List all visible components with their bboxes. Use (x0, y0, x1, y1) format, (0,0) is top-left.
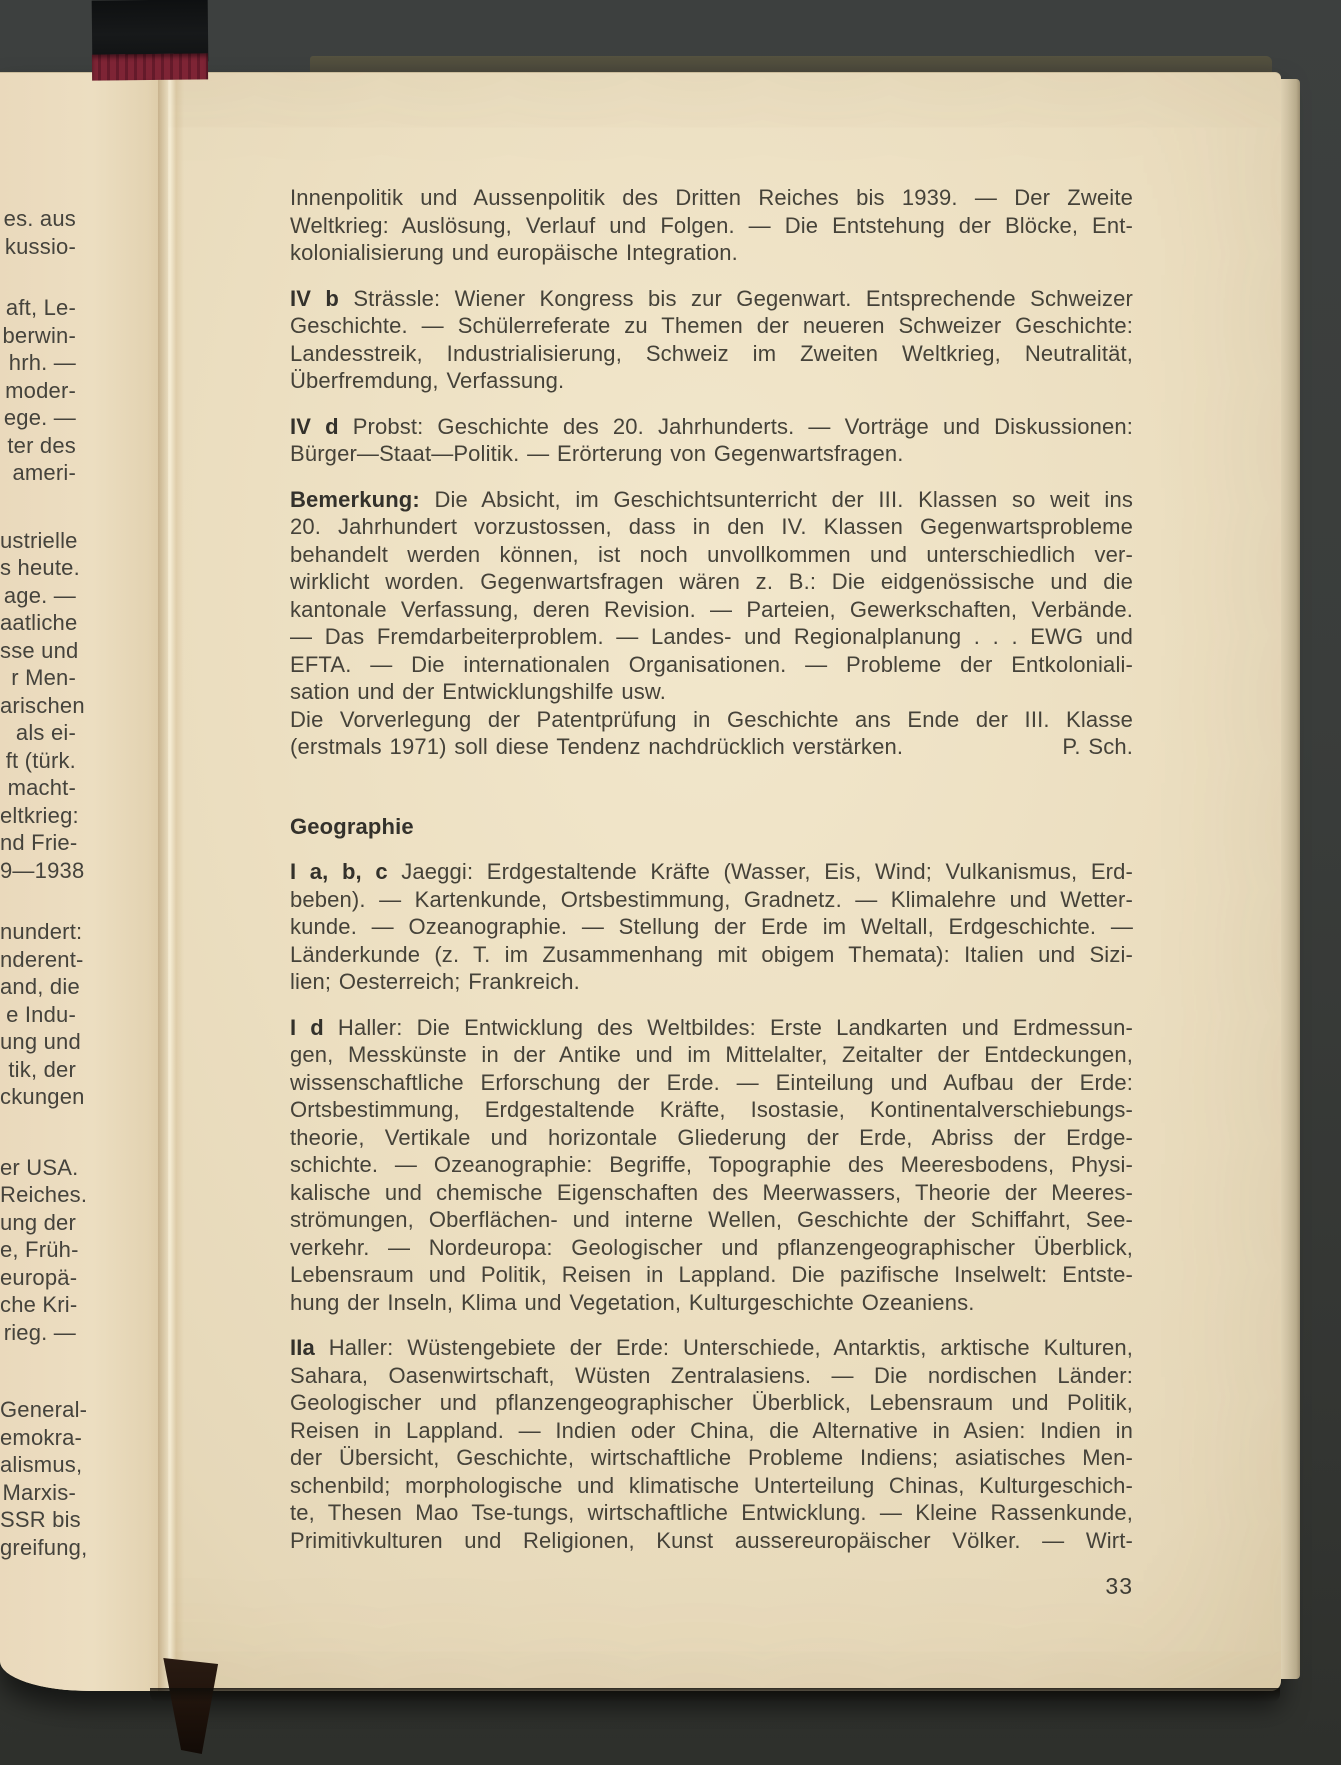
left-page-text-line: ter des (7, 432, 76, 458)
left-page-text-line: berwin- (2, 322, 76, 348)
text-line: Bürger—Staat—Politik. — Erörterung von Gegenwartsfragen. (290, 441, 904, 466)
left-page-paragraph (0, 294, 76, 487)
left-page-text-line: Marxis- (2, 1479, 76, 1505)
text-line: 20. Jahrhundert vorzustossen, dass in den IV. Klassen Gegenwartsprobleme (290, 514, 1133, 539)
text-line: I d Haller: Die Entwicklung des Weltbildes: Erste Landkarten und Erdmessun- (290, 1014, 1133, 1040)
left-page-text-line: emokra- (0, 1424, 83, 1450)
text-line: schenbild; morphologische und klimatische Unterteilung Chinas, Kulturgeschich- (290, 1472, 1133, 1498)
left-page-text-line: als ei- (15, 720, 76, 745)
paragraph-i-d (290, 1014, 1133, 1317)
left-page-text-line: ege. — (3, 405, 76, 430)
text-line (290, 733, 1133, 761)
text-line: Reisen in Lappland. — Indien oder China, die Alternative in Asien: Indien in (290, 1417, 1133, 1443)
paragraph-iv-d (290, 413, 1133, 468)
text-line: Länderkunde (z. T. im Zusammenhang mit obigem Themata): Italien und Sizi- (290, 941, 1133, 967)
paragraph-iv-b (290, 285, 1133, 395)
left-page-text-line: nderent- (0, 946, 84, 972)
left-page-text-line: tik, der (8, 1056, 76, 1082)
main-text-column (290, 184, 1133, 1554)
left-page-paragraph (0, 527, 85, 885)
text-line: Überfremdung, Verfassung. (290, 368, 565, 393)
left-page-text-line: s heute. (0, 555, 80, 580)
text-line: beben). — Kartenkunde, Ortsbestimmung, Gradnetz. — Klimalehre und Wetter- (290, 886, 1133, 912)
bold-lead: IV d (290, 413, 339, 439)
left-page-text-line: ameri- (12, 460, 76, 485)
author-initials: P. Sch. (1062, 734, 1133, 759)
bold-lead: IV b (290, 285, 340, 311)
paragraph-ii-a (290, 1334, 1133, 1554)
text-line: — Das Fremdarbeiterproblem. — Landes- und Regionalplanung . . . EWG und (290, 624, 1133, 649)
left-page-paragraph (0, 205, 76, 260)
left-page-text-line: r Men- (11, 665, 76, 690)
left-page-text-line: kussio- (4, 233, 76, 259)
left-page-text-line: 9—1938 (0, 857, 85, 883)
text-line: Geographie (290, 813, 414, 839)
left-page-text-line: er USA. (0, 1154, 79, 1180)
page-edge-stack (1281, 79, 1300, 1679)
left-page-text-line: rieg. — (3, 1319, 76, 1345)
text-line: kolonialisierung und europäische Integration. (290, 240, 738, 265)
left-page-text-line: age. — (3, 582, 76, 608)
text-line: te, Thesen Mao Tse-tungs, wirtschaftliche Entwicklung. — Kleine Rassenkunde, (290, 1500, 1133, 1525)
text-line: Weltkrieg: Auslösung, Verlauf und Folgen. — Die Entstehung der Blöcke, Ent- (290, 212, 1133, 238)
bold-lead: Bemerkung: (290, 486, 420, 512)
left-page-text (0, 205, 88, 1561)
left-page-text-line: moder- (5, 377, 76, 403)
text-line: Innenpolitik und Aussenpolitik des Dritten Reiches bis 1939. — Der Zweite (290, 185, 1133, 210)
right-page (168, 73, 1281, 1691)
left-page-text-line: SSR bis (0, 1507, 81, 1532)
text-line: Lebensraum und Politik, Reisen in Lappland. Die pazifische Inselwelt: Entste- (290, 1262, 1133, 1287)
text-line: gen, Messkünste in der Antike und im Mittelalter, Zeitalter der Entdeckungen, (290, 1042, 1133, 1067)
text-line: Geschichte. — Schülerreferate zu Themen der neueren Schweizer Geschichte: (290, 313, 1133, 338)
bookmark-red-tip (92, 53, 208, 80)
left-page-text-line: e Indu- (6, 1001, 76, 1027)
text-line: theorie, Vertikale und horizontale Gliederung der Erde, Abriss der Erdge- (290, 1124, 1133, 1150)
page-number: 33 (1105, 1573, 1133, 1599)
text-line: Ortsbestimmung, Erdgestaltende Kräfte, Isostasie, Kontinentalverschiebungs- (290, 1097, 1133, 1122)
text-line: I a, b, c Jaeggi: Erdgestaltende Kräfte (Wasser, Eis, Wind; Vulkanismus, Erd- (290, 859, 1133, 884)
left-page (0, 73, 168, 1691)
left-page-text-line: ckungen (0, 1084, 85, 1109)
left-page-text-line: ft (türk. (5, 747, 76, 773)
text-line: sation und der Entwicklungshilfe usw. (290, 679, 666, 704)
left-page-paragraph (0, 1396, 88, 1561)
left-page-text-line: ung und (0, 1029, 81, 1054)
text-line: behandelt werden können, ist noch unvollkommen und unterschiedlich ver- (290, 541, 1133, 567)
text-line: wirklicht worden. Gegenwartsfragen wären z. B.: Die eidgenössische und die (290, 569, 1133, 594)
book-spread (0, 72, 1281, 1691)
text-line: kantonale Verfassung, deren Revision. — Parteien, Gewerkschaften, Verbände. (290, 596, 1133, 622)
left-page-text-line: europä- (0, 1264, 78, 1290)
left-page-text-line: aft, Le- (5, 295, 76, 320)
left-page-text-line: General- (0, 1397, 88, 1422)
text-line: Primitivkulturen und Religionen, Kunst aussereuropäischer Völker. — Wirt- (290, 1527, 1133, 1553)
left-page-text-line: eltkrieg: (0, 802, 79, 828)
left-page-text-line: che Kri- (0, 1292, 78, 1317)
text-line: IV d Probst: Geschichte des 20. Jahrhunderts. — Vorträge und Diskussionen: (290, 413, 1134, 439)
text-line: schichte. — Ozeanographie: Begriffe, Topographie des Meeresbodens, Physi- (290, 1152, 1133, 1177)
text-line: EFTA. — Die internationalen Organisationen. — Probleme der Entkoloniali- (290, 651, 1133, 677)
left-page-text-line: Reiches. (0, 1182, 88, 1207)
text-line: hung der Inseln, Klima und Vegetation, Kulturgeschichte Ozeaniens. (290, 1289, 975, 1315)
left-page-text-line: macht- (7, 775, 76, 800)
text-line: wissenschaftliche Erforschung der Erde. — Einteilung und Aufbau der Erde: (290, 1069, 1133, 1095)
text-line: der Übersicht, Geschichte, wirtschaftliche Probleme Indiens; asiatisches Men- (290, 1445, 1133, 1470)
bold-lead: I a, b, c (290, 859, 388, 884)
text-line: lien; Oesterreich; Frankreich. (290, 969, 580, 994)
line-text: (erstmals 1971) soll diese Tendenz nachdrücklich verstärken. (290, 734, 904, 759)
left-page-text-line: hrh. — (8, 350, 76, 375)
left-page-paragraph (0, 1154, 88, 1347)
text-line: IV b Strässle: Wiener Kongress bis zur Gegenwart. Entsprechende Schweizer (290, 285, 1133, 311)
text-line: kalische und chemische Eigenschaften des Meerwassers, Theorie der Meeres- (290, 1179, 1133, 1205)
text-line: strömungen, Oberflächen- und interne Wellen, Geschichte der Schiffahrt, See- (290, 1207, 1133, 1232)
text-line: Geologischer und pflanzengeographischer Überblick, Lebensraum und Politik, (290, 1390, 1133, 1415)
text-line: verkehr. — Nordeuropa: Geologischer und pflanzengeographischer Überblick, (290, 1234, 1133, 1260)
left-page-text-line: aatliche (0, 610, 78, 635)
left-page-text-line: es. aus (3, 206, 76, 231)
left-page-text-line: ustrielle (0, 527, 78, 553)
paragraph-i-abc (290, 858, 1133, 996)
left-page-paragraph (0, 918, 85, 1111)
paragraph-continuation (290, 184, 1133, 267)
left-page-text-line: arischen (0, 692, 85, 718)
paragraph-bemerkung (290, 486, 1133, 761)
text-line: Landesstreik, Industrialisierung, Schweiz im Zweiten Weltkrieg, Neutralität, (290, 340, 1133, 366)
left-page-text-line: ung der (0, 1209, 77, 1235)
section-heading-geographie (290, 813, 1133, 841)
text-line: IIa Haller: Wüstengebiete der Erde: Unterschiede, Antarktis, arktische Kulturen, (290, 1335, 1133, 1360)
text-line: Sahara, Oasenwirtschaft, Wüsten Zentralasiens. — Die nordischen Länder: (290, 1362, 1133, 1388)
bold-lead: I d (290, 1014, 324, 1040)
left-page-text-line: and, die (0, 974, 80, 999)
bold-lead: IIa (290, 1335, 315, 1360)
left-page-text-line: greifung, (0, 1534, 88, 1560)
left-page-text-line: e, Früh- (0, 1237, 79, 1262)
page-bottom-shadow (150, 1688, 1280, 1702)
text-line: Die Vorverlegung der Patentprüfung in Geschichte ans Ende der III. Klasse (290, 706, 1133, 732)
text-line: Bemerkung: Die Absicht, im Geschichtsunterricht der III. Klassen so weit ins (290, 486, 1133, 512)
text-line: kunde. — Ozeanographie. — Stellung der Erde im Weltall, Erdgeschichte. — (290, 914, 1133, 939)
left-page-text-line: nundert: (0, 919, 83, 944)
left-page-text-line: nd Frie- (0, 830, 78, 855)
left-page-text-line: sse und (0, 637, 79, 663)
left-page-text-line: alismus, (0, 1452, 83, 1477)
